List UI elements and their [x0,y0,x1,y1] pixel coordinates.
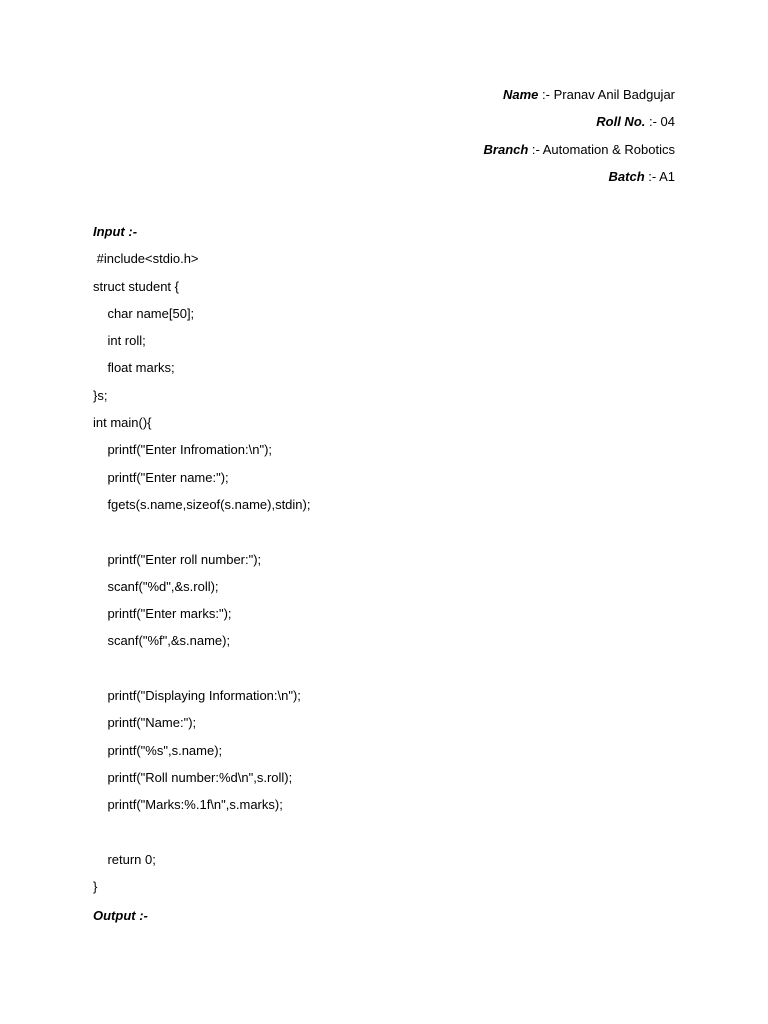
code-line: printf("Enter marks:"); [93,606,232,622]
branch-value: :- Automation & Robotics [528,141,675,157]
code-line: scanf("%f",&s.name); [93,633,231,649]
code-line: struct student { [93,278,179,294]
code-line: scanf("%d",&s.roll); [93,578,219,594]
code-line: fgets(s.name,sizeof(s.name),stdin); [93,496,311,512]
code-line: printf("Marks:%.1f\n",s.marks); [93,797,283,813]
batch-value: :- A1 [644,168,675,184]
code-line: printf("Enter name:"); [93,469,229,485]
code-line: return 0; [93,851,156,867]
code-line: }s; [93,387,108,403]
code-line: printf("Roll number:%d\n",s.roll); [93,769,293,785]
batch-label: Batch [608,168,645,184]
name-line [484,86,675,113]
branch-line [484,141,675,168]
roll-label: Roll No. [596,114,646,130]
output-label: Output :- [93,908,148,923]
code-line [93,523,310,550]
branch-label: Branch [483,141,529,157]
code-line: int roll; [93,333,146,349]
code-line: } [93,879,98,895]
code-line: #include<stdio.h> [93,251,199,267]
roll-value: :- 04 [645,114,675,130]
name-value: :- Pranav Anil Badgujar [538,87,675,102]
roll-line [484,113,675,140]
code-line: char name[50]; [93,305,195,321]
code-line [93,824,310,851]
batch-line [484,168,675,195]
code-line [93,660,310,687]
code-line: int main(){ [93,415,152,431]
code-line: float marks; [93,360,175,376]
code-line: printf("Enter Infromation:\n"); [93,442,273,458]
code-line: printf("Name:"); [93,715,197,731]
input-label: Input :- [93,224,138,239]
name-label: Name [503,87,539,102]
code-line: printf("%s",s.name); [93,742,223,758]
code-section [93,223,310,905]
code-line: printf("Displaying Information:\n"); [93,688,301,704]
student-info-block [484,86,675,195]
code-line: printf("Enter roll number:"); [93,551,262,567]
